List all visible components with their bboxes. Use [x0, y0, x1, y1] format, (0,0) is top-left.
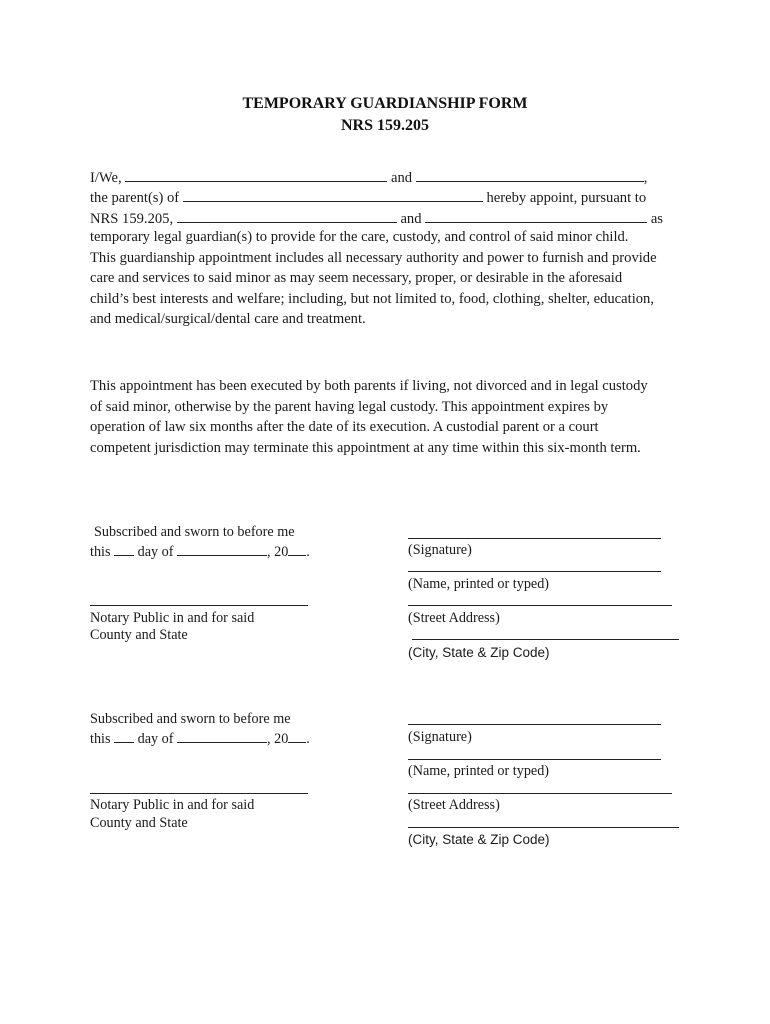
sworn-date-line [90, 542, 310, 561]
day-field[interactable] [114, 729, 134, 743]
name-line[interactable] [408, 759, 661, 760]
appointment-line-3 [90, 209, 663, 228]
and-label-2: and [400, 211, 422, 227]
year-field[interactable] [288, 729, 306, 743]
street-label: (Street Address) [408, 610, 500, 626]
and-label: and [390, 170, 413, 186]
comma: , [643, 170, 648, 186]
city-line[interactable] [412, 639, 679, 640]
parent-name-1-field[interactable] [125, 168, 387, 182]
hereby-appoint-label: hereby appoint, pursuant to [486, 190, 647, 206]
name-label: (Name, printed or typed) [408, 576, 550, 592]
guardian-name-2-field[interactable] [425, 209, 647, 223]
appointment-line-1 [90, 168, 647, 187]
guardian-name-1-field[interactable] [177, 209, 397, 223]
day-field[interactable] [114, 542, 134, 556]
execution-text-line: operation of law six months after the date of its execution. A custodial parent or a court [90, 419, 599, 435]
form-subtitle: NRS 159.205 [340, 117, 429, 134]
signature-label: (Signature) [408, 542, 472, 558]
appointment-text-line: temporary legal guardian(s) to provide for the care, custody, and control of said minor child. [90, 229, 629, 245]
execution-text-line: This appointment has been executed by both parents if living, not divorced and in legal custody [90, 378, 648, 394]
nrs-ref-label: NRS 159.205, [90, 211, 174, 227]
signature-line[interactable] [408, 538, 661, 539]
notary-label: Notary Public in and for said [90, 797, 255, 813]
execution-text-line: competent jurisdiction may terminate this appointment at any time within this six-month term. [90, 440, 641, 456]
this-label: this [90, 544, 111, 560]
county-state-label: County and State [90, 815, 188, 831]
signature-label: (Signature) [408, 729, 472, 745]
year-field[interactable] [288, 542, 306, 556]
name-label: (Name, printed or typed) [408, 763, 550, 779]
appointment-text-line: care and services to said minor as may seem necessary, proper, or desirable in the aforesaid [90, 270, 623, 286]
appointment-text-line: This guardianship appointment includes all necessary authority and power to furnish and provide [90, 250, 657, 266]
appointment-text-line: and medical/surgical/dental care and treatment. [90, 311, 366, 327]
month-field[interactable] [177, 542, 267, 556]
street-line[interactable] [408, 793, 672, 794]
appointment-text-line: child’s best interests and welfare; including, but not limited to, food, clothing, shelter, education, [90, 291, 654, 307]
parents-of-label: the parent(s) of [90, 190, 180, 206]
signature-line[interactable] [408, 724, 661, 725]
county-state-label: County and State [90, 627, 188, 643]
year-prefix: , 20 [267, 544, 289, 560]
city-line[interactable] [408, 827, 679, 828]
sworn-date-line [90, 729, 310, 748]
parent-name-2-field[interactable] [416, 168, 644, 182]
month-field[interactable] [177, 729, 267, 743]
city-label: (City, State & Zip Code) [408, 645, 550, 660]
sworn-label: Subscribed and sworn to before me [90, 711, 291, 727]
period: . [306, 544, 310, 560]
day-of-label: day of [137, 544, 174, 560]
execution-text-line: of said minor, otherwise by the parent having legal custody. This appointment expires by [90, 399, 609, 415]
notary-signature-line[interactable] [90, 793, 308, 794]
day-of-label: day of [137, 731, 174, 747]
as-label: as [650, 211, 663, 227]
form-title: TEMPORARY GUARDIANSHIP FORM [242, 95, 528, 112]
notary-signature-line[interactable] [90, 605, 308, 606]
year-prefix: , 20 [267, 731, 289, 747]
period: . [306, 731, 310, 747]
sworn-label: Subscribed and sworn to before me [94, 524, 295, 540]
this-label: this [90, 731, 111, 747]
name-line[interactable] [408, 571, 661, 572]
street-line[interactable] [408, 605, 672, 606]
city-label: (City, State & Zip Code) [408, 832, 550, 847]
minor-name-field[interactable] [183, 188, 483, 202]
notary-label: Notary Public in and for said [90, 610, 255, 626]
street-label: (Street Address) [408, 797, 500, 813]
appointment-line-2 [90, 188, 646, 207]
iwe-label: I/We, [90, 170, 122, 186]
